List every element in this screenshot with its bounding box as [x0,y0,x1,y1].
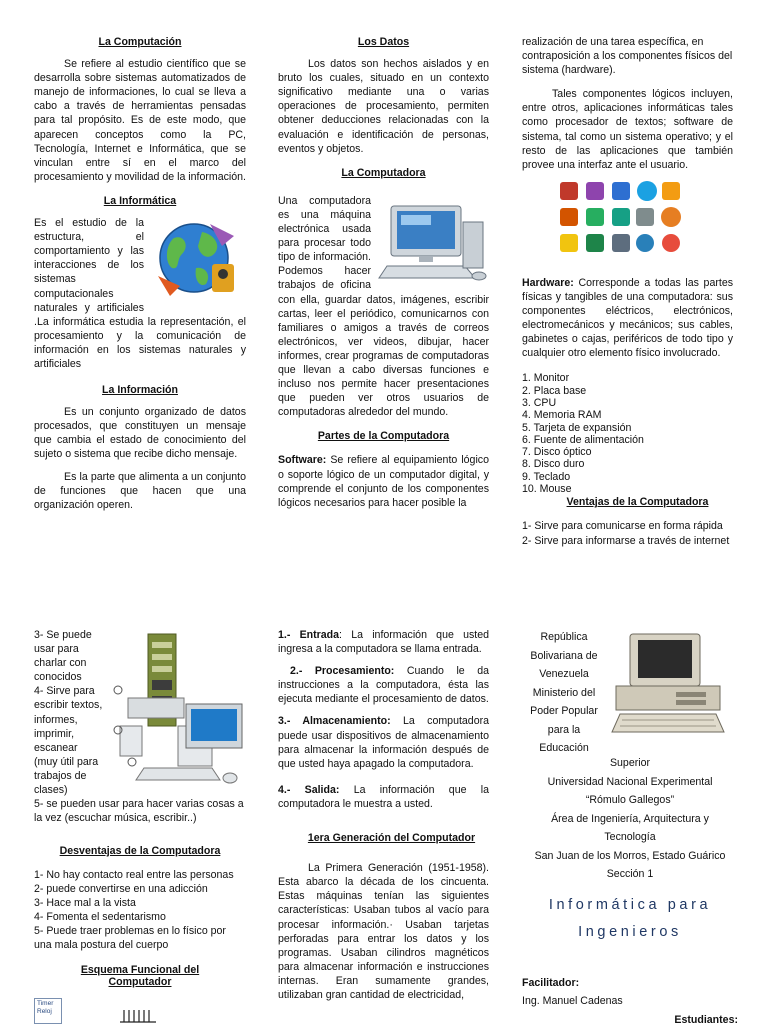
header-line: Ministerio del [532,686,596,699]
reloj-label: Reloj [37,1008,52,1016]
entrada-text [278,628,489,656]
globe-icon [150,216,246,302]
column-2 [278,35,489,518]
procesamiento-text [278,664,489,706]
institution-line: “Rómulo Gallegos” [585,794,675,806]
column-1 [34,35,246,520]
header-left [522,628,606,758]
ventajas-continued [34,628,246,838]
header-line: Bolivariana de [530,649,598,662]
salida-label: 4.- Salida: [278,783,340,796]
hardware-text [522,276,733,361]
software-continued-1: realización de una tarea específica, en contraposición a los componentes físicos del sistema (hardware). [522,36,733,77]
header-line: República [540,631,588,643]
datos-text: Los datos son hechos aislados y en bruto los cuales, situado en un contexto significativo mediante una o varias operaciones de procesamiento, permiten obtener deducciones relacionadas con la evaluación e identificación de personas, eventos y objetos. [278,58,489,155]
title-line-2: Ingenieros [578,923,682,940]
header-line: Poder Popular [530,705,598,717]
almacenamiento-label: 3.- Almacenamiento: [278,715,391,728]
header-line: Educación [539,742,589,754]
hardware-list [522,372,733,495]
header-line: para la [547,723,581,736]
list-item: 1. Monitor [522,372,570,385]
computadora-block [278,194,489,420]
ventajas-item-2: 2- Sirve para informarse a través de internet [522,534,730,547]
brochure-title [522,892,738,946]
generacion-heading: 1era Generación del Computador [307,832,476,845]
list-item: 9. Teclado [522,470,571,483]
list-item: 4. Memoria RAM [522,409,602,422]
informatica-block [34,216,246,371]
ventajas-item-1: 1- Sirve para comunicarse en forma rápida [522,520,723,533]
procesamiento-label: 2.- Procesamiento: [290,665,395,678]
informacion-text-1: Es un conjunto organizado de datos procesados, que constituyen un mensaje que cambia el estado de conocimiento del sujeto o sistema que recibe dicho mensaje. [34,406,246,461]
informacion-text-2: Es la parte que alimenta a un conjunto de funciones que hacen que una organización operen. [34,470,246,511]
informacion-heading: La Información [102,384,178,397]
list-item: 7. Disco óptico [522,446,592,459]
salida-text [278,783,489,811]
software-text [278,453,489,509]
list-item: 5. Tarjeta de expansión [522,421,632,434]
institution-line: Universidad Nacional Experimental [547,775,713,788]
esquema-heading: Esquema Funcional del Computador [80,964,200,989]
office-apps-icon [558,180,733,254]
list-item: 1- No hay contacto real entre las personas [34,869,234,882]
ventajas-item-4: 4- Sirve para escribir textos, informes, imprimir, escanear (muy útil para trabajos de clases) [34,685,103,797]
facilitador-label: Facilitador: [522,976,580,989]
ventajas-item-5: 5- se pueden usar para hacer varias cosas a la vez (escuchar música, escribir..) [34,798,244,825]
entrada-body: : La información que usted ingresa a la computadora se llama entrada. [278,629,489,656]
procesamiento-body: Cuando le da instrucciones a la computadora, ésta las ejecuta mediante el procesamiento de datos. [278,665,489,706]
list-item: 4- Fomenta el sedentarismo [34,911,166,924]
generacion-text: La Primera Generación (1951-1958). Esta abarco la década de los cincuenta. Estas máquinas tenían las siguientes características: Usaban tubos al vacío para procesar información.· Usaban tarjetas perforadas para entrar los datos y los programas. Usaban cilindros magnéticos para almacenar información e instrucciones internas. Eran sumamente grandes, utilizaban gran cantidad de electricidad, [278,862,489,1001]
institution-block [522,754,738,884]
column-4 [34,628,246,1024]
desventajas-heading: Desventajas de la Computadora [59,845,221,857]
list-item: 2. Placa base [522,384,587,397]
bus-lines-icon [120,1008,160,1024]
list-item: 10. Mouse [522,483,572,496]
desventajas-list [34,868,246,952]
column-3 [522,35,733,548]
institution-line: Área de Ingeniería, Arquitectura y Tecnología [551,812,709,843]
computadora-heading: La Computadora [341,166,426,179]
list-item: 3. CPU [522,397,557,409]
ventajas-heading: Ventajas de la Computadora [566,496,709,509]
vintage-pc-icon [606,628,730,740]
computacion-heading: La Computación [98,36,182,48]
column-5 [278,628,489,1010]
list-item: 6. Fuente de alimentación [522,433,644,446]
list-item: 2- puede convertirse en una adicción [34,883,208,896]
hardware-label: Hardware: [522,276,574,289]
informatica-text: Es el estudio de la estructura, el comportamiento y las interacciones de los sistemas computacionales naturales y artificiales .La informática estudia la representación, el procesamiento y la comunicación de información en los sistemas naturales y artificiales [34,217,246,370]
timer-label: Timer [37,1000,54,1008]
institution-line: Sección 1 [606,868,654,880]
datos-heading: Los Datos [357,36,410,48]
salida-body: La información que la computadora le muestra a usted. [278,783,490,810]
hardware-body: Corresponde a todas las partes físicas y tangibles de una computadora: sus componentes eléctricos, electrónicos, electromecánicos y mecánicos; sus cables, gabinetes o cajas, periféricos de todo tipo y cualquier otro elemento físico involucrado. [522,276,734,360]
column-6 [522,628,738,1024]
list-item: 3- Hace mal a la vista [34,897,136,910]
title-line-1: Informática para [548,896,712,913]
timer-box [34,998,62,1024]
header-line: Venezuela [539,668,589,680]
facilitador-name: Ing. Manuel Cadenas [522,994,623,1007]
computacion-text: Se refiere al estudio científico que se desarrolla sobre sistemas automatizados de manejo de informaciones, lo cual se lleva a cabo a través de herramientas pensadas para tal propósito. Es de este modo, que aparecen conceptos como la PC, Tecnología, Internet e Informática, que se vinculan entre sí en el marco del procesamiento y movilidad de la información. [34,58,246,183]
software-body: Se refiere al equipamiento lógico o soporte lógico de un computador digital, y comprende el conjunto de los componentes lógicos necesarios para hacer posible la [278,454,489,509]
computadora-text: Una computadora es una máquina electrónica usada para procesar todo tipo de información. Podemos hacer trabajos de oficina con ella, guardar datos, imágenes, escribir cartas, leer el periódico, comunicarnos con familiares o amigos a través de correos electrónicos, ver videos, dibujar, hacer informes, crear programas de computadoras que llevan a cabo diversas funciones e incluso nos permite hacer presentaciones que pueden ver otros usuarios de computadoras alrededor del mundo. [278,194,489,419]
ventajas-item-3: 3- Se puede usar para charlar con conocidos [34,629,92,684]
estudiantes-label: Estudiantes: [674,1013,738,1024]
informatica-heading: La Informática [103,194,177,207]
list-item: 5- Puede traer problemas en lo físico por una mala postura del cuerpo [34,925,226,952]
entrada-label: 1.- Entrada [278,629,340,641]
partes-heading: Partes de la Computadora [317,430,450,443]
almacenamiento-body: La computadora puede usar dispositivos de almacenamiento para almacenar la información después de que usted haya apagado la computadora. [278,715,489,770]
almacenamiento-text [278,714,489,770]
computer-parts-icon [112,630,246,790]
computer-icon [377,200,489,284]
software-label: Software: [278,454,327,467]
esquema-diagram [34,996,246,1024]
software-continued-2: Tales componentes lógicos incluyen, entre otros, aplicaciones informáticas tales como procesador de textos; software de sistema, tal como un sistema operativo; y el resto de las aplicaciones que también provee una interfaz ante el usuario. [522,88,733,171]
list-item: 8. Disco duro [522,458,585,471]
cover-header [522,628,738,754]
institution-line: Superior [609,757,651,769]
institution-line: San Juan de los Morros, Estado Guárico [534,849,726,862]
